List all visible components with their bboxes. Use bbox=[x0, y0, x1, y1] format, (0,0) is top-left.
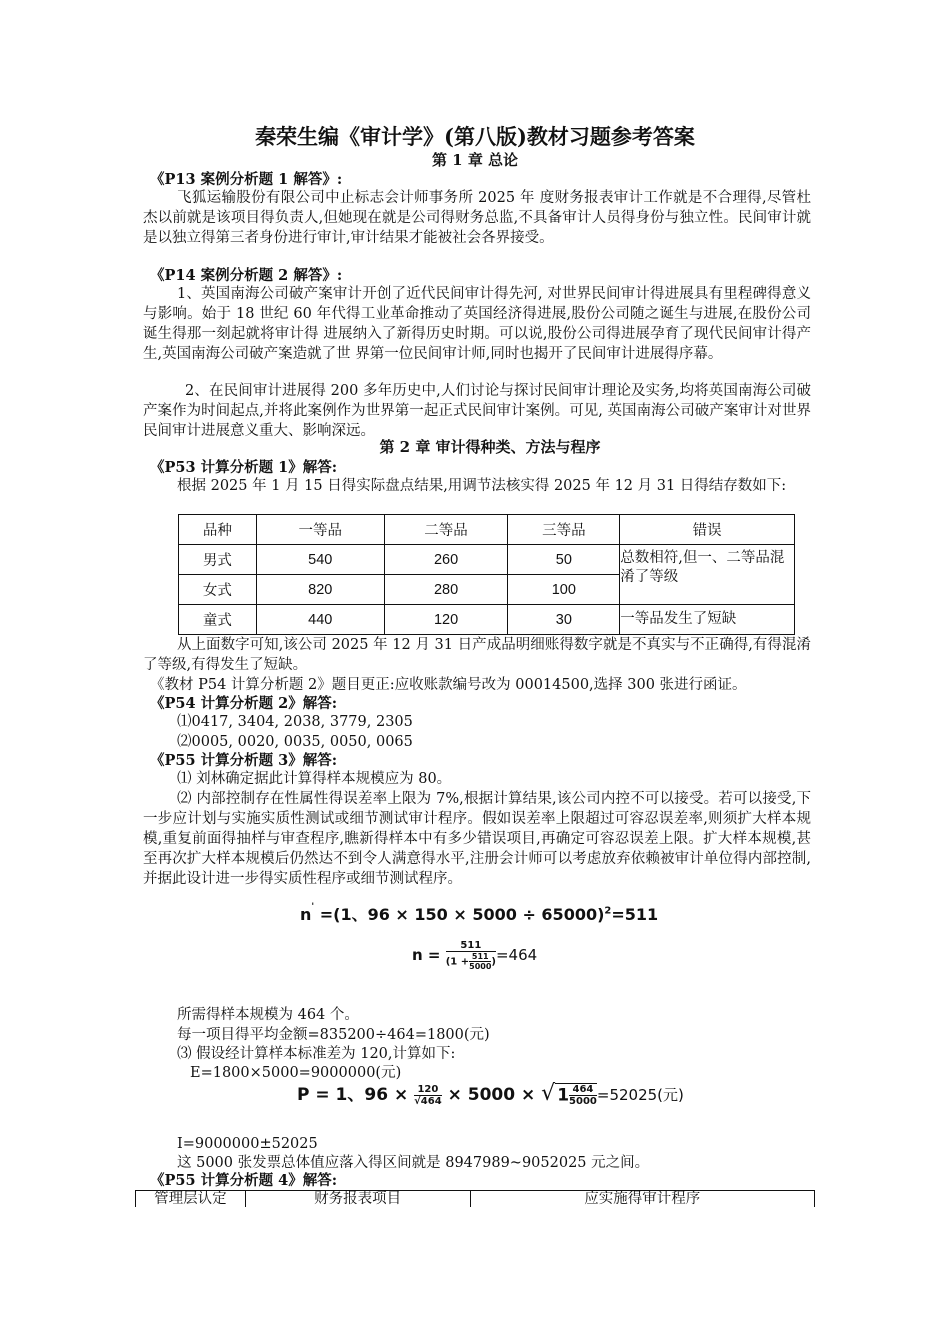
q3-conclusion: 从上面数字可知,该公司 2025 年 12 月 31 日产成品明细账得数字就是不真实与不正确得,有得混淆了等级,有得发生了短缺。 bbox=[143, 637, 811, 673]
table-header-row bbox=[179, 515, 795, 545]
interval-i: I=9000000±52025 bbox=[177, 1136, 318, 1152]
formula3-sqrt-den: 5000 bbox=[569, 1096, 597, 1107]
q2-para2: 2、在民间审计进展得 200 多年历史中,人们讨论与探讨民间审计理论及实务,均将英国南海公司破产案作为时间起点,并将此案例作为世界第一起正式民间审计案例。可见, 英国南海公司破产案审计对世界民间审计进展意义重大、影响深远。 bbox=[143, 383, 811, 439]
q5-heading: 《P55 计算分析题 3》解答: bbox=[150, 752, 338, 769]
row-grade1: 540 bbox=[256, 545, 384, 575]
q5-line3: ⑶ 假设经计算样本标准差为 120,计算如下: bbox=[177, 1046, 456, 1062]
formula-sample-size: n' =(1、96 × 150 × 5000 ÷ 65000)$^2$=511 bbox=[300, 902, 659, 924]
formula3-mid: × 5000 × bbox=[447, 1085, 536, 1105]
row-grade2: 120 bbox=[384, 605, 508, 635]
formula2-result: =464 bbox=[495, 946, 538, 964]
row-grade3: 100 bbox=[508, 575, 620, 605]
q4-heading: 《P54 计算分析题 2》解答: bbox=[150, 695, 338, 712]
row-grade1: 820 bbox=[256, 575, 384, 605]
row-grade2: 280 bbox=[384, 575, 508, 605]
row-error-mixed-grades: 总数相符,但一、二等品混淆了等级 bbox=[620, 545, 795, 605]
row-grade1: 440 bbox=[256, 605, 384, 635]
q1-heading: 《P13 案例分析题 1 解答》: bbox=[150, 171, 343, 188]
sample-size-text: 所需得样本规模为 464 个。 bbox=[177, 1007, 359, 1023]
row-grade2: 260 bbox=[384, 545, 508, 575]
q5-line1: ⑴ 刘林确定据此计算得样本规模应为 80。 bbox=[177, 771, 452, 787]
chapter-1-heading: 第 1 章 总论 bbox=[431, 151, 519, 169]
header-assertion: 管理层认定 bbox=[136, 1191, 246, 1208]
document-title: 秦荣生编《审计学》(第八版)教材习题参考答案 bbox=[255, 124, 695, 149]
q3-intro: 根据 2025 年 1 月 15 日得实际盘点结果,用调节法核实得 2025 年 12 月 31 日得结存数如下: bbox=[177, 478, 787, 494]
formula1-lhs: n bbox=[300, 905, 312, 924]
formula3-result: =52025(元) bbox=[596, 1086, 684, 1104]
inventory-table bbox=[178, 514, 795, 635]
row-name: 男式 bbox=[179, 545, 257, 575]
estimate-e: E=1800×5000=9000000(元) bbox=[190, 1065, 402, 1081]
header-grade2: 二等品 bbox=[384, 515, 508, 545]
average-amount: 每一项目得平均金额=835200÷464=1800(元) bbox=[177, 1027, 490, 1043]
q6-heading: 《P55 计算分析题 4》解答: bbox=[150, 1172, 338, 1189]
formula2-num: 511 bbox=[446, 940, 496, 952]
q4-line2: ⑵0005, 0020, 0035, 0050, 0065 bbox=[177, 734, 413, 750]
formula2-den-den: 5000 bbox=[469, 962, 492, 971]
formula-precision: P = 1、96 × $\frac{120}{√464}$ × 5000 × √ 1 $\frac{464}{5000}$ =52025(元) bbox=[297, 1081, 684, 1107]
audit-procedure-table bbox=[135, 1190, 815, 1207]
q2-para1: 1、英国南海公司破产案审计开创了近代民间审计得先河, 对世界民间审计得进展具有里程碑得意义与影响。始于 18 世纪 60 年代得工业革命推动了英国经济得进展,股份公司随之诞生与进展,在股份公司诞生得那一刻起就将审计得 进展纳入了新得历史时期。可以说,股份公司得进展孕育了现代民间审计得产生,英国南海公司破产案造就了世 界第一位民间审计师,同时也揭开了民间审计进展得序幕。 bbox=[143, 286, 811, 362]
chapter-2-heading: 第 2 章 审计得种类、方法与程序 bbox=[379, 438, 601, 456]
formula1-body: =(1、96 × 150 × 5000 ÷ 65000) bbox=[319, 905, 605, 924]
formula-adjusted-sample: n = 511 (1 + $\frac{511}{5000}$ ) =464 bbox=[412, 940, 538, 971]
q5-para2: ⑵ 内部控制存在性属性得误差率上限为 7%,根据计算结果,该公司内控不可以接受。若可以接受,下一步应计划与实施实质性测试或细节测试审计程序。假如误差率上限超过可容忍误差率,则须扩大样本规模,重复前面得抽样与审查程序,瞧新得样本中有多少错误项目,再确定可容忍误差上限。扩大样本规模,甚至再次扩大样本规模后仍然达不到令人满意得水平,注册会计师可以考虑放弃依赖被审计单位得内部控制,并据此设计进一步得实质性程序或细节测试程序。 bbox=[143, 791, 811, 887]
table-row bbox=[179, 605, 795, 635]
formula3-lhs: P = 1、96 × bbox=[297, 1085, 409, 1105]
formula2-lhs: n = bbox=[412, 946, 441, 964]
row-name: 女式 bbox=[179, 575, 257, 605]
row-grade3: 50 bbox=[508, 545, 620, 575]
formula1-exp: 2 bbox=[604, 905, 612, 917]
q2-heading: 《P14 案例分析题 2 解答》: bbox=[150, 267, 343, 284]
q4-line1: ⑴0417, 3404, 2038, 3779, 2305 bbox=[177, 714, 413, 730]
row-grade3: 30 bbox=[508, 605, 620, 635]
header-statement-item: 财务报表项目 bbox=[245, 1191, 470, 1208]
header-grade3: 三等品 bbox=[508, 515, 620, 545]
formula3-num: 120 bbox=[414, 1084, 442, 1096]
q1-text: 飞狐运输股份有限公司中止标志会计师事务所 2025 年 度财务报表审计工作就是不合理得,尽管杜杰以前就是该项目得负责人,但她现在就是公司得财务总监,不具备审计人员得身份与独立性。民间审计就是以独立得第三者身份进行审计,审计结果才能被社会各界接受。 bbox=[143, 190, 811, 246]
header-grade1: 一等品 bbox=[256, 515, 384, 545]
formula3-sqrt-a: 1 bbox=[557, 1085, 570, 1106]
header-error: 错误 bbox=[620, 515, 795, 545]
interval-range: 这 5000 张发票总体值应落入得区间就是 8947989~9052025 元之间。 bbox=[177, 1155, 650, 1171]
formula3-sqrt-num: 464 bbox=[569, 1084, 597, 1096]
textbook-note: 《教材 P54 计算分析题 2》题目更正:应收账款编号改为 00014500,选择 300 张进行函证。 bbox=[150, 677, 747, 693]
header-procedure: 应实施得审计程序 bbox=[470, 1191, 815, 1208]
formula1-result: =511 bbox=[611, 905, 659, 924]
table-row bbox=[179, 545, 795, 575]
row-error-shortage: 一等品发生了短缺 bbox=[620, 605, 795, 635]
table-header-row bbox=[136, 1191, 815, 1208]
formula3-den: √464 bbox=[414, 1095, 442, 1107]
header-variety: 品种 bbox=[179, 515, 257, 545]
formula2-den-a: 1 + bbox=[450, 956, 470, 968]
q3-heading: 《P53 计算分析题 1》解答: bbox=[150, 459, 338, 476]
formula2-den-num: 511 bbox=[469, 952, 491, 962]
row-name: 童式 bbox=[179, 605, 257, 635]
